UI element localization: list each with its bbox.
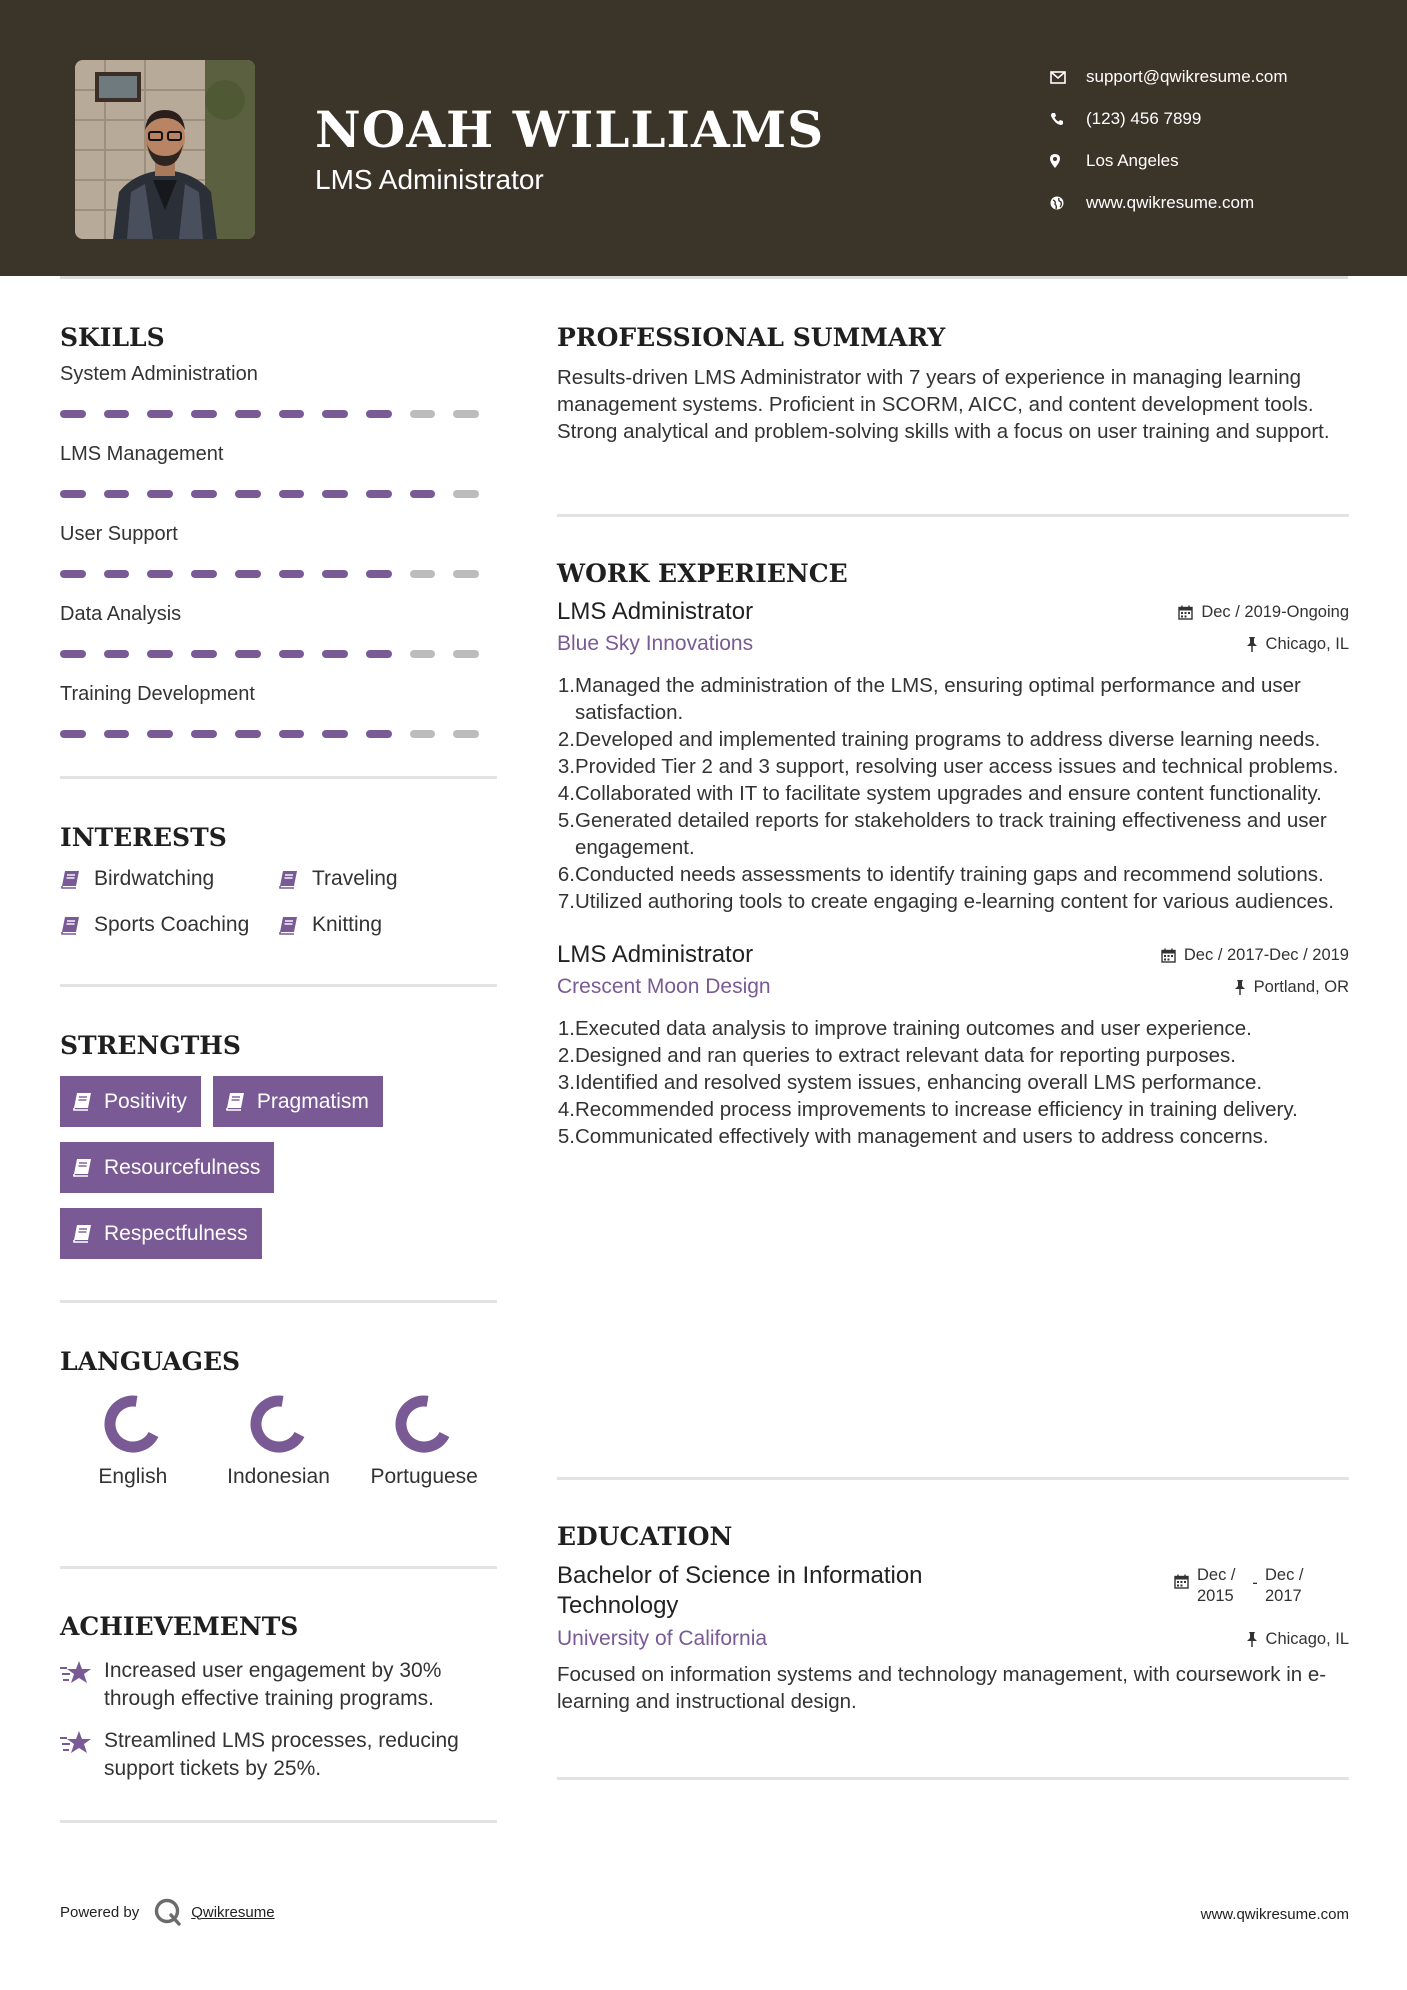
language-level-ring xyxy=(103,1394,163,1454)
skill-label: LMS Management xyxy=(60,443,224,465)
skill-dot xyxy=(147,410,173,418)
job-role: LMS Administrator xyxy=(557,941,754,968)
job-location-text: Chicago, IL xyxy=(1265,634,1349,653)
skill-dot xyxy=(410,490,436,498)
contact-location xyxy=(1050,140,1390,182)
interest-item xyxy=(60,910,278,940)
phone-icon xyxy=(1050,112,1086,126)
skills-title: SKILLS xyxy=(60,323,165,352)
skill-dot xyxy=(60,570,86,578)
language-name: English xyxy=(98,1465,168,1488)
job-bullet: 6. Conducted needs assessments to identify training gaps and recommend solutions. xyxy=(557,863,1324,886)
achievement-text: Increased user engagement by 30% through effective training programs. xyxy=(104,1659,442,1710)
language-level-ring xyxy=(249,1394,309,1454)
skill-dot xyxy=(366,570,392,578)
section-divider xyxy=(557,514,1349,517)
skill-dot xyxy=(60,490,86,498)
job-company: Crescent Moon Design xyxy=(557,975,771,998)
language-item xyxy=(206,1394,352,1490)
book-icon xyxy=(225,1092,245,1111)
education-description: Focused on information systems and technology management, with coursework in e-learning and instructional design. xyxy=(557,1663,1327,1713)
job-bullet: 3. Identified and resolved system issues, enhancing overall LMS performance. xyxy=(557,1071,1263,1094)
achievements-section xyxy=(60,1612,497,1783)
header-divider xyxy=(60,276,1348,279)
qwikresume-link[interactable]: Qwikresume xyxy=(191,1903,275,1921)
job-bullet: 4. Collaborated with IT to facilitate system upgrades and ensure content functionality. xyxy=(557,782,1322,805)
strengths-list xyxy=(60,1076,497,1274)
education-title: EDUCATION xyxy=(557,1522,733,1551)
skill-label: Data Analysis xyxy=(60,603,182,625)
language-name: Portuguese xyxy=(370,1465,478,1488)
strength-chip xyxy=(60,1142,274,1193)
interests-list xyxy=(60,864,497,940)
candidate-name: NOAH WILLIAMS xyxy=(315,100,825,159)
job-dates-text: Dec / 2017-Dec / 2019 xyxy=(1183,945,1349,964)
skill-dot xyxy=(279,410,305,418)
skill-dot xyxy=(60,410,86,418)
skill-dot xyxy=(104,570,130,578)
skill-dot xyxy=(147,490,173,498)
skill-rating xyxy=(60,570,497,578)
skills-list xyxy=(60,360,497,738)
strength-chip xyxy=(60,1076,201,1127)
book-icon xyxy=(278,916,298,935)
interest-item xyxy=(278,910,496,940)
skill-label: System Administration xyxy=(60,363,258,385)
skill-item xyxy=(60,360,497,418)
skill-dot xyxy=(147,730,173,738)
skill-dot xyxy=(410,730,436,738)
experience-title: WORK EXPERIENCE xyxy=(557,559,848,588)
skill-dot xyxy=(322,730,348,738)
job-bullets xyxy=(557,1015,1349,1150)
education-dates xyxy=(1174,1565,1313,1607)
skill-dot xyxy=(322,650,348,658)
contact-website[interactable] xyxy=(1050,182,1390,224)
section-divider xyxy=(60,1566,497,1569)
skill-dot xyxy=(322,410,348,418)
skill-dot xyxy=(453,570,479,578)
globe-icon xyxy=(1050,196,1086,210)
interest-label: Sports Coaching xyxy=(94,913,250,936)
job-company: Blue Sky Innovations xyxy=(557,632,754,655)
summary-text: Results-driven LMS Administrator with 7 years of experience in managing learning management systems. Proficient in SCORM, AICC, and content development tools. Strong analytical and problem-solving skills with a focus on user training and support. xyxy=(557,366,1330,443)
interest-label: Traveling xyxy=(312,867,398,890)
contact-list xyxy=(1050,56,1390,224)
interest-label: Birdwatching xyxy=(94,867,215,890)
skill-dot xyxy=(279,570,305,578)
job-dates xyxy=(1161,946,1349,965)
job-bullet: 3. Provided Tier 2 and 3 support, resolving user access issues and technical problems. xyxy=(557,755,1339,778)
contact-phone[interactable] xyxy=(1050,98,1390,140)
education-location xyxy=(1246,1630,1349,1649)
skill-dot xyxy=(366,730,392,738)
book-icon xyxy=(60,916,80,935)
job-bullet: 1. Managed the administration of the LMS, ensuring optimal performance and user satisfaction. xyxy=(557,674,1301,724)
language-item xyxy=(60,1394,206,1490)
job-header xyxy=(557,941,1349,969)
education-school: University of California xyxy=(557,1627,768,1650)
section-divider xyxy=(60,1300,497,1303)
interest-label: Knitting xyxy=(312,913,383,936)
languages-list xyxy=(60,1394,497,1490)
skill-dot xyxy=(279,650,305,658)
section-divider xyxy=(60,776,497,779)
strengths-section xyxy=(60,1031,497,1274)
job-dates xyxy=(1178,603,1349,622)
skill-item xyxy=(60,520,497,578)
skill-rating xyxy=(60,490,497,498)
powered-by-label: Powered by xyxy=(60,1903,140,1921)
summary-section xyxy=(557,323,1349,445)
language-level-arc xyxy=(401,1401,444,1447)
skill-dot xyxy=(366,490,392,498)
skill-dot xyxy=(191,730,217,738)
book-icon xyxy=(278,870,298,889)
skill-dot xyxy=(279,490,305,498)
skill-dot xyxy=(410,570,436,578)
skill-dot xyxy=(453,410,479,418)
skill-item xyxy=(60,440,497,498)
pushpin-icon xyxy=(1246,637,1258,652)
education-end: Dec / 2017 xyxy=(1265,1566,1304,1605)
skill-dot xyxy=(235,570,261,578)
strength-chip xyxy=(213,1076,383,1127)
job-location xyxy=(1234,978,1349,997)
section-divider xyxy=(60,984,497,987)
skill-label: User Support xyxy=(60,523,178,545)
skill-dot xyxy=(147,650,173,658)
candidate-title: LMS Administrator xyxy=(315,164,544,195)
experience-section xyxy=(557,559,1349,1150)
skill-item xyxy=(60,680,497,738)
skill-dot xyxy=(191,490,217,498)
skill-rating xyxy=(60,730,497,738)
resume-header xyxy=(0,0,1407,276)
skill-dot xyxy=(104,730,130,738)
calendar-icon xyxy=(1161,948,1176,963)
job-dates-text: Dec / 2019-Ongoing xyxy=(1201,602,1349,621)
book-icon xyxy=(60,870,80,889)
skill-dot xyxy=(235,730,261,738)
skill-dot xyxy=(366,410,392,418)
star-icon xyxy=(60,1729,92,1757)
language-item xyxy=(351,1394,497,1490)
job-bullet: 1. Executed data analysis to improve training outcomes and user experience. xyxy=(557,1017,1252,1040)
profile-photo xyxy=(75,60,255,239)
contact-email-text: support@qwikresume.com xyxy=(1086,67,1288,86)
skill-dot xyxy=(104,410,130,418)
interests-title: INTERESTS xyxy=(60,823,227,852)
contact-phone-text: (123) 456 7899 xyxy=(1086,109,1202,128)
language-name: Indonesian xyxy=(227,1465,330,1488)
skill-dot xyxy=(104,490,130,498)
job-entry xyxy=(557,598,1349,915)
strengths-title: STRENGTHS xyxy=(60,1031,241,1060)
skill-dot xyxy=(235,410,261,418)
skill-dot xyxy=(410,650,436,658)
skill-dot xyxy=(322,490,348,498)
skill-dot xyxy=(191,570,217,578)
interests-section xyxy=(60,823,497,940)
strength-label: Resourcefulness xyxy=(104,1155,261,1179)
job-subheader xyxy=(557,975,1349,999)
strength-label: Respectfulness xyxy=(104,1221,248,1245)
education-degree: Bachelor of Science in Information Technology xyxy=(557,1562,923,1619)
job-bullet: 2. Designed and ran queries to extract relevant data for reporting purposes. xyxy=(557,1044,1236,1067)
job-bullets xyxy=(557,672,1349,915)
skill-dot xyxy=(191,650,217,658)
skill-label: Training Development xyxy=(60,683,255,705)
languages-section xyxy=(60,1347,497,1490)
pushpin-icon xyxy=(1246,1632,1258,1647)
language-level-arc xyxy=(110,1401,153,1447)
education-location-text: Chicago, IL xyxy=(1265,1629,1349,1648)
skill-dot xyxy=(60,650,86,658)
education-date-dash: - xyxy=(1252,1574,1258,1592)
section-divider xyxy=(60,1820,497,1823)
education-section xyxy=(557,1522,1349,1715)
strength-label: Positivity xyxy=(104,1089,187,1113)
contact-email[interactable] xyxy=(1050,56,1390,98)
envelope-icon xyxy=(1050,71,1086,84)
skill-dot xyxy=(322,570,348,578)
language-level-ring xyxy=(394,1394,454,1454)
strength-label: Pragmatism xyxy=(256,1089,369,1113)
achievement-item xyxy=(60,1657,497,1713)
job-subheader xyxy=(557,632,1349,656)
qwikresume-logo-icon xyxy=(153,1897,183,1927)
calendar-icon xyxy=(1178,605,1193,620)
education-start: Dec / 2015 xyxy=(1197,1566,1236,1605)
job-bullet: 5. Communicated effectively with management and users to address concerns. xyxy=(557,1125,1269,1148)
skill-dot xyxy=(366,650,392,658)
education-subheader xyxy=(557,1627,1349,1651)
book-icon xyxy=(72,1092,92,1111)
job-header xyxy=(557,598,1349,626)
achievement-item xyxy=(60,1727,497,1783)
skill-item xyxy=(60,600,497,658)
skill-rating xyxy=(60,650,497,658)
skill-dot xyxy=(60,730,86,738)
pushpin-icon xyxy=(1234,980,1246,995)
languages-title: LANGUAGES xyxy=(60,1347,241,1376)
footer-powered-by xyxy=(60,1897,275,1927)
contact-location-text: Los Angeles xyxy=(1086,151,1179,170)
calendar-icon xyxy=(1174,1574,1189,1589)
job-location-text: Portland, OR xyxy=(1253,977,1349,996)
map-pin-icon xyxy=(1050,154,1086,168)
star-icon xyxy=(60,1659,92,1687)
skill-dot xyxy=(235,650,261,658)
skill-dot xyxy=(279,730,305,738)
job-bullet: 4. Recommended process improvements to increase efficiency in training delivery. xyxy=(557,1098,1298,1121)
skill-dot xyxy=(453,650,479,658)
job-entry xyxy=(557,941,1349,1150)
job-location xyxy=(1246,635,1349,654)
section-divider xyxy=(557,1477,1349,1480)
interest-item xyxy=(278,864,496,894)
contact-website-text: www.qwikresume.com xyxy=(1086,193,1255,212)
footer-website[interactable]: www.qwikresume.com xyxy=(1200,1906,1349,1923)
book-icon xyxy=(72,1158,92,1177)
skill-dot xyxy=(191,410,217,418)
language-level-arc xyxy=(256,1401,299,1447)
job-role: LMS Administrator xyxy=(557,598,754,625)
skill-dot xyxy=(235,490,261,498)
skill-dot xyxy=(453,490,479,498)
interest-item xyxy=(60,864,278,894)
achievement-text: Streamlined LMS processes, reducing support tickets by 25%. xyxy=(104,1729,459,1780)
strength-chip xyxy=(60,1208,262,1259)
job-bullet: 2. Developed and implemented training programs to address diverse learning needs. xyxy=(557,728,1321,751)
skills-section xyxy=(60,323,497,760)
skill-dot xyxy=(147,570,173,578)
skill-dot xyxy=(410,410,436,418)
skill-dot xyxy=(453,730,479,738)
job-bullet: 5. Generated detailed reports for stakeholders to track training effectiveness and user engagement. xyxy=(557,809,1327,859)
summary-title: PROFESSIONAL SUMMARY xyxy=(557,323,946,352)
section-divider xyxy=(557,1777,1349,1780)
skill-dot xyxy=(104,650,130,658)
achievements-title: ACHIEVEMENTS xyxy=(60,1612,299,1641)
book-icon xyxy=(72,1224,92,1243)
job-bullet: 7. Utilized authoring tools to create engaging e-learning content for various audiences. xyxy=(557,890,1334,913)
skill-rating xyxy=(60,410,497,418)
education-header xyxy=(557,1561,1349,1621)
